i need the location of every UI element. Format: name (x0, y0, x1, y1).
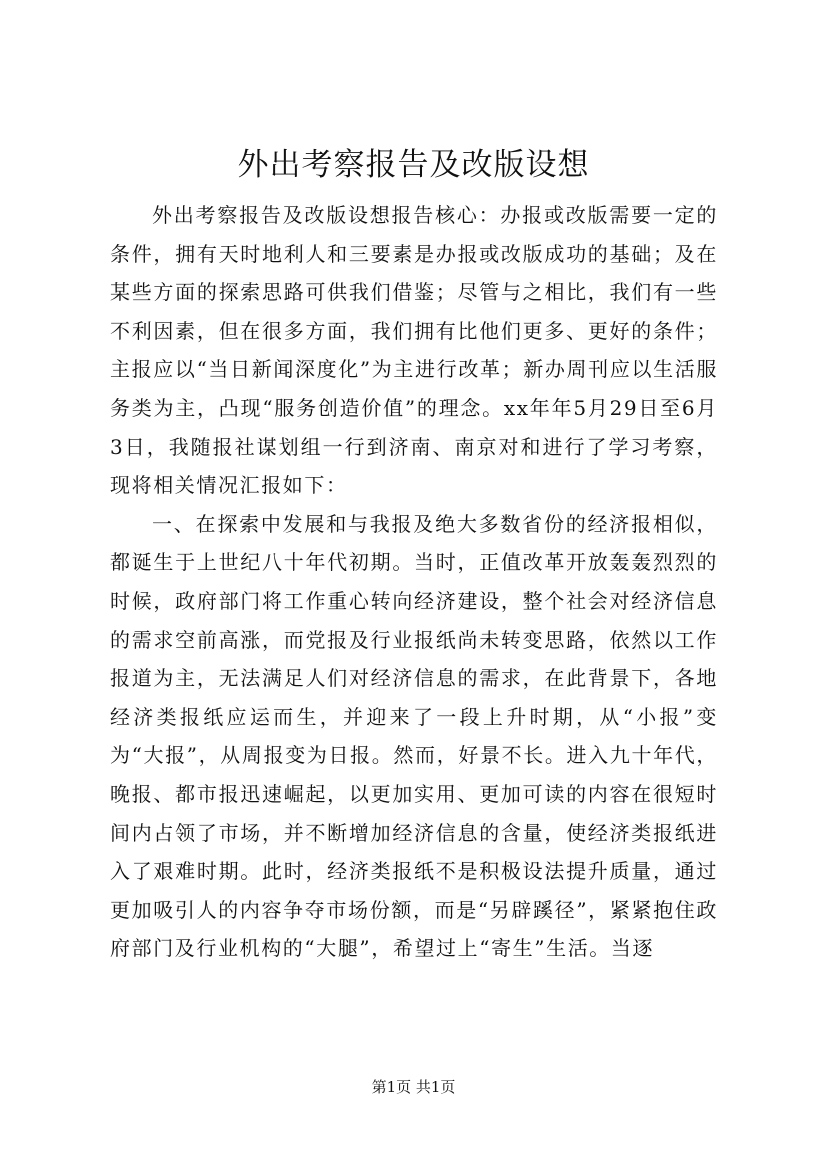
page-footer: 第1页 共1页 (371, 1078, 456, 1096)
paragraph-section-one: 一、在探索中发展和与我报及绝大多数省份的经济报相似，都诞生于上世纪八十年代初期。当时，正值改革开放轰轰烈烈的时候，政府部门将工作重心转向经济建设，整个社会对经济信息的需求空前高涨，而党报及行业报纸尚未转变思路，依然以工作报道为主，无法满足人们对经济信息的需求，在此背景下，各地经济类报纸应运而生，并迎来了一段上升时期，从“小报”变为“大报”，从周报变为日报。然而，好景不长。进入九十年代，晚报、都市报迅速崛起，以更加实用、更加可读的内容在很短时间内占领了市场，并不断增加经济信息的含量，使经济类报纸进入了艰难时期。此时，经济类报纸不是积极设法提升质量，通过更加吸引人的内容争夺市场份额，而是“另辟蹊径”，紧紧抱住政府部门及行业机构的“大腿”，希望过上“寄生”生活。当逐 (110, 511, 718, 961)
paragraph-intro: 外出考察报告及改版设想报告核心：办报或改版需要一定的条件，拥有天时地利人和三要素是办报或改版成功的基础；及在某些方面的探索思路可供我们借鉴；尽管与之相比，我们有一些不利因素，但在很多方面，我们拥有比他们更多、更好的条件；主报应以“当日新闻深度化”为主进行改革；新办周刊应以生活服务类为主，凸现“服务创造价值”的理念。xx年年5月29日至6月3日，我随报社谋划组一行到济南、南京对和进行了学习考察，现将相关情况汇报如下： (110, 203, 718, 498)
document-title: 外出考察报告及改版设想 (237, 147, 590, 183)
document-body (110, 196, 718, 968)
